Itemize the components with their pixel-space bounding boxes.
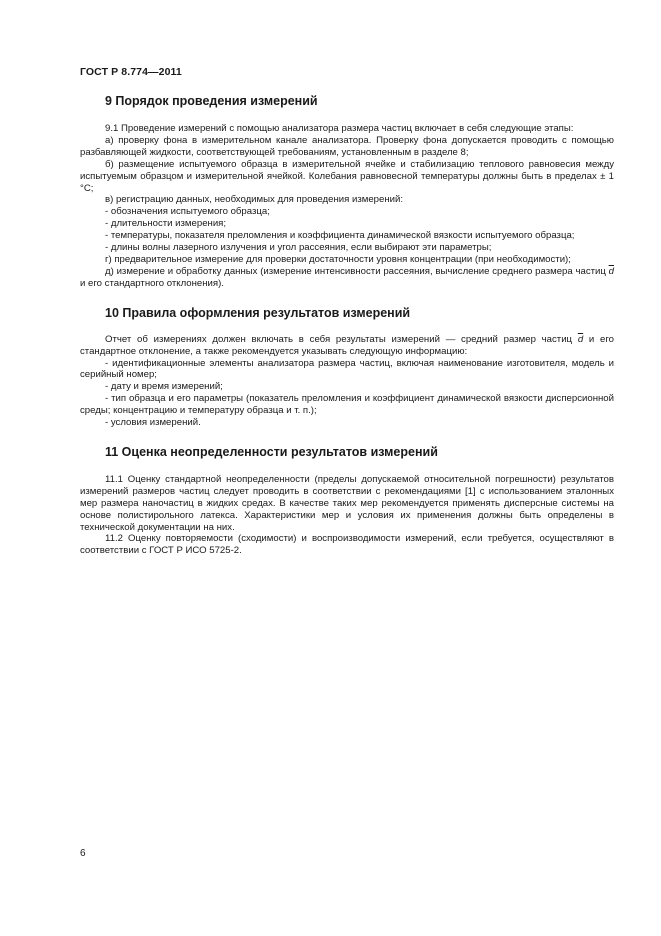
section-title: 10 Правила оформления результатов измерений bbox=[105, 305, 411, 320]
section-title: 9 Порядок проведения измерений bbox=[105, 94, 318, 108]
list-item: - условия измерений. bbox=[105, 417, 201, 429]
section-10 bbox=[80, 305, 614, 429]
list-item: - длительности измерения; bbox=[105, 218, 227, 230]
page-content bbox=[80, 93, 614, 557]
paragraph: в) регистрацию данных, необходимых для проведения измерений: bbox=[105, 194, 404, 206]
text-run: Отчет об измерениях должен включать в себя результаты измерений — средний размер частиц bbox=[105, 333, 578, 345]
text-run: и его стандартное отклонение, а также рекомендуется указывать следующую информацию: bbox=[80, 333, 614, 357]
section-11 bbox=[80, 444, 614, 557]
paragraph: 11.2 Оценку повторяемости (сходимости) и воспроизводимости измерений, если требуется, осуществляют в соответствии с ГОСТ Р ИСО 5725-2. bbox=[80, 533, 614, 557]
paragraph: а) проверку фона в измерительном канале анализатора. Проверку фона допускается проводить с помощью разбавляющей жидкости, соответствующей требованиям, установленным в разделе 8; bbox=[80, 134, 614, 158]
paragraph: 9.1 Проведение измерений с помощью анализатора размера частиц включает в себя следующие этапы: bbox=[105, 123, 574, 134]
section-title: 11 Оценка неопределенности результатов измерений bbox=[105, 444, 438, 459]
paragraph: г) предварительное измерение для проверки достаточности уровня концентрации (при необходимости); bbox=[105, 253, 571, 265]
paragraph: б) размещение испытуемого образца в измерительной ячейке и стабилизацию теплового равновесия между испытуемым образцом и измерительной ячейкой. Колебания равновесной температуры должны быть в пределах ± 1 °С; bbox=[80, 158, 614, 194]
list-item: - обозначения испытуемого образца; bbox=[105, 206, 270, 218]
paragraph bbox=[80, 266, 614, 290]
list-item: - идентификационные элементы анализатора размера частиц, включая наименование изготовителя, модель и серийный номер; bbox=[80, 357, 614, 381]
page-number: 6 bbox=[80, 848, 86, 859]
text-run: д) измерение и обработку данных (измерение интенсивности рассеяния, вычисление среднего размера частиц bbox=[105, 265, 609, 277]
mean-size-symbol: $\overline{d}$ bbox=[577, 333, 584, 345]
list-item: - температуры, показателя преломления и коэффициента динамической вязкости испытуемого образца; bbox=[105, 230, 575, 242]
list-item: - длины волны лазерного излучения и угол рассеяния, если выбирают эти параметры; bbox=[105, 242, 492, 254]
paragraph: 11.1 Оценку стандартной неопределенности (пределы допускаемой относительной погрешности) результатов измерений размеров частиц следует проводить в соответствии с рекомендациями [1] с использованием эталонных мер размера наночастиц в жидких средах. В качестве таких мер рекомендуется применять дисперсные системы на основе полистирольного латекса. Характеристики мер и условия их применения должны быть определены в технической документации на них. bbox=[80, 473, 614, 533]
running-header: ГОСТ Р 8.774—2011 bbox=[80, 66, 182, 78]
section-9 bbox=[80, 93, 614, 290]
text-run: и его стандартного отклонения). bbox=[80, 277, 224, 289]
list-item: - дату и время измерений; bbox=[105, 381, 223, 393]
paragraph bbox=[80, 334, 614, 358]
list-item: - тип образца и его параметры (показатель преломления и коэффициент динамической вязкости дисперсионной среды; концентрацию и температуру образца и т. п.); bbox=[80, 393, 614, 417]
mean-size-symbol: $\overline{d}$ bbox=[608, 265, 614, 277]
